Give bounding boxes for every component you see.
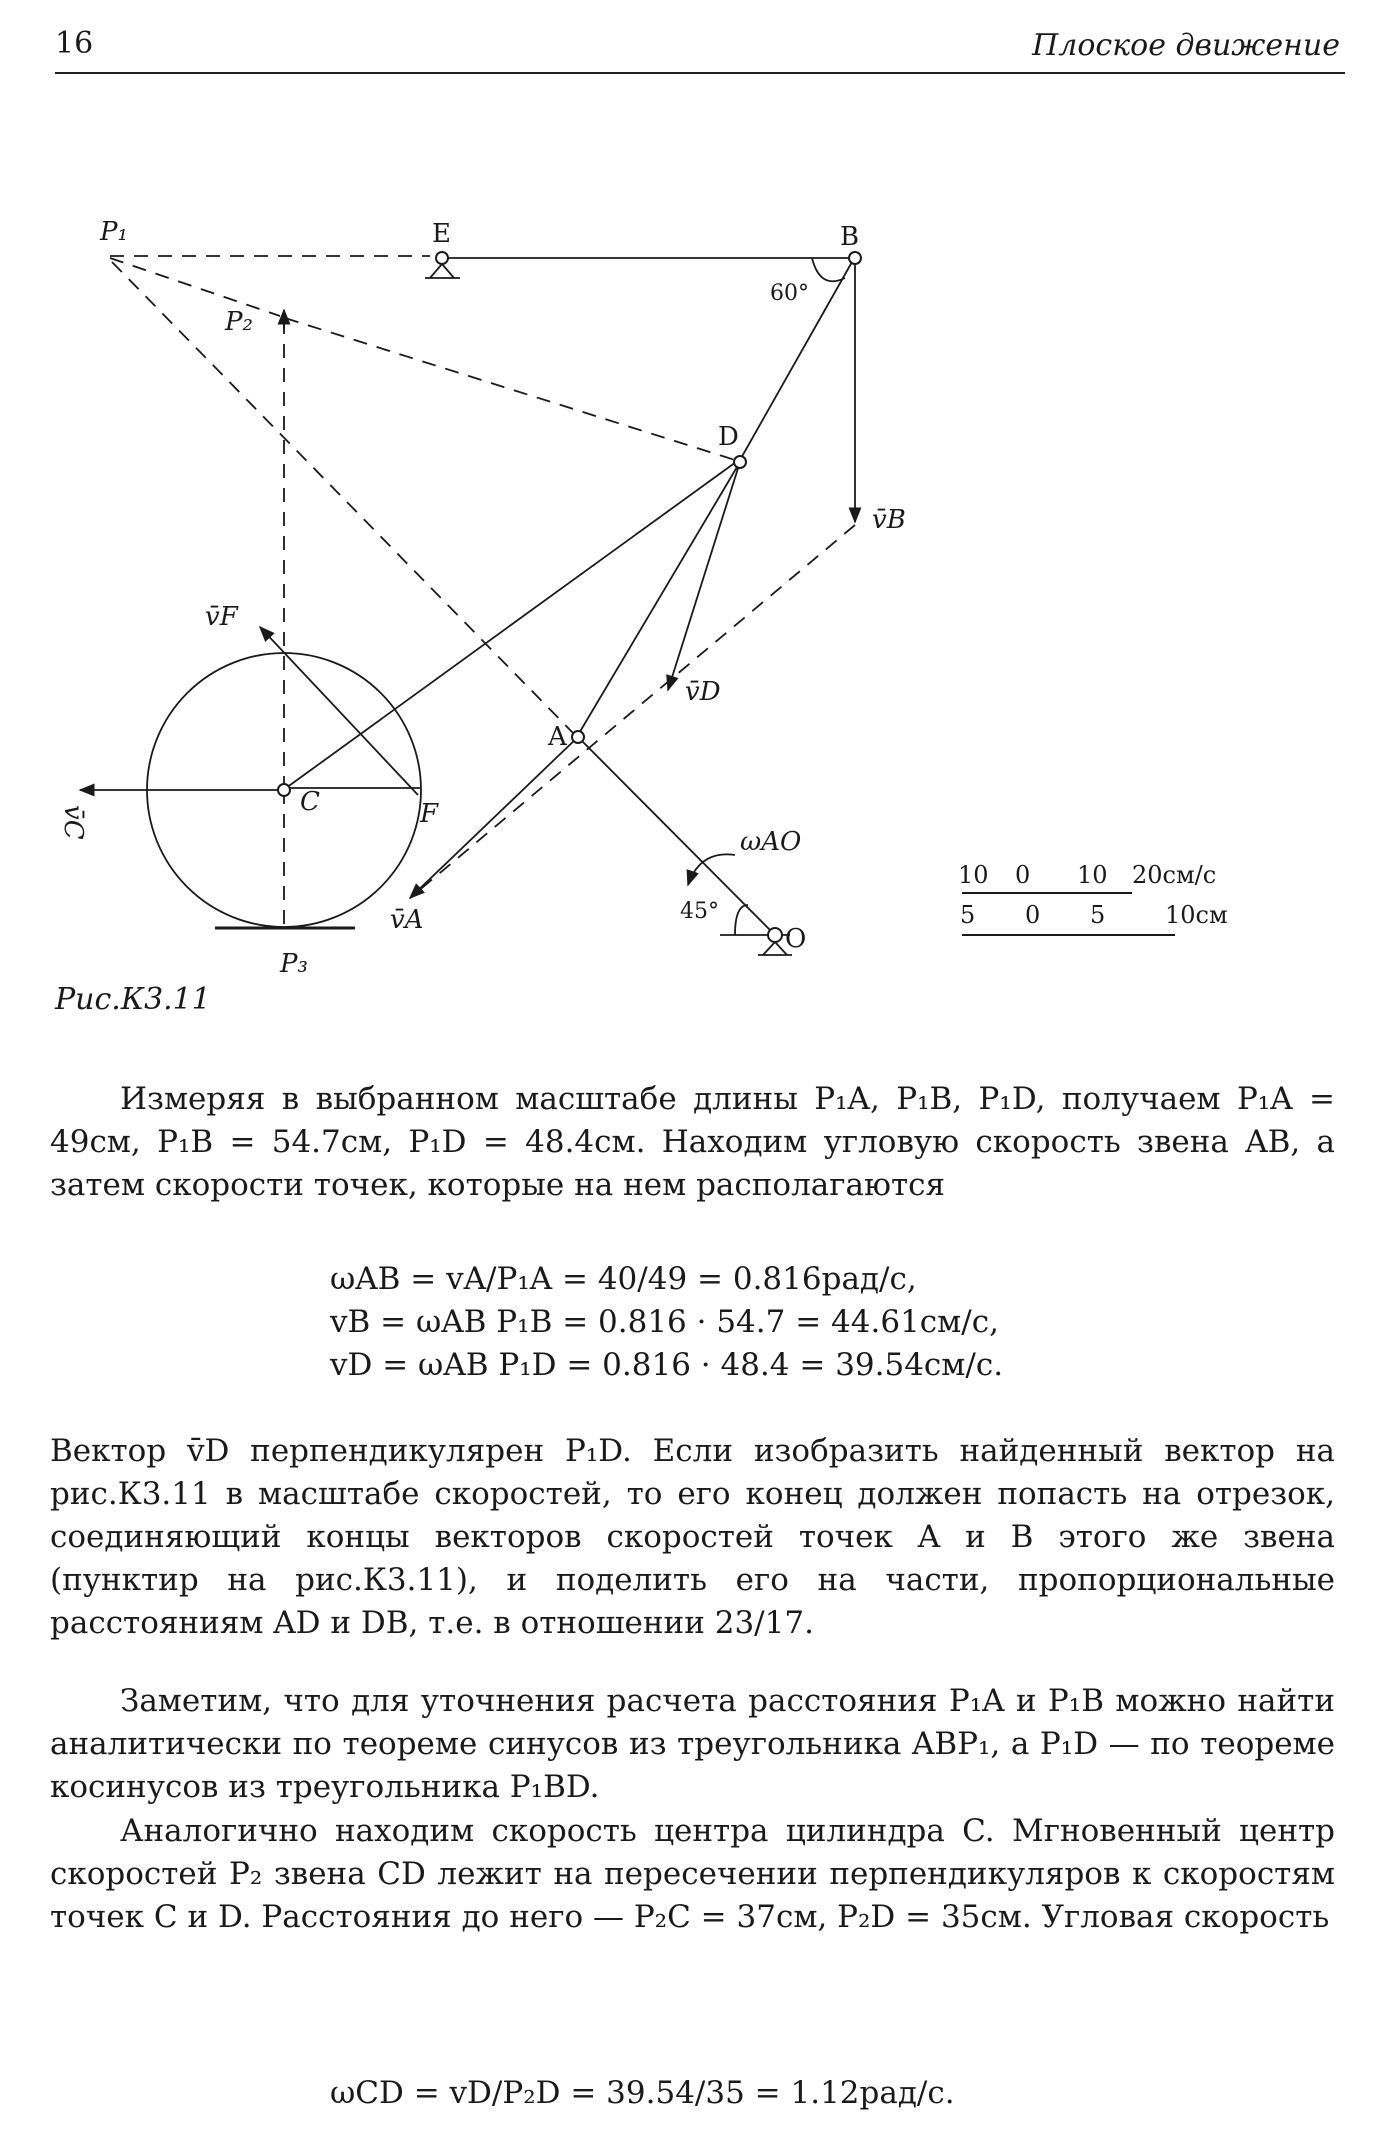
svg-text:0: 0 xyxy=(1025,901,1041,929)
svg-text:5: 5 xyxy=(960,901,976,929)
dash-p2-d xyxy=(285,318,735,460)
label-a: A xyxy=(548,722,567,752)
label-vc: v̄C xyxy=(58,805,88,840)
label-p1: P₁ xyxy=(100,217,128,247)
page-header xyxy=(55,22,1345,74)
equation-vd: vD = ωAB P₁D = 0.816 · 48.4 = 39.54см/с. xyxy=(330,1347,1004,1383)
label-p3: P₃ xyxy=(280,949,308,979)
paragraph-2: Вектор v̄D перпендикулярен P₁D. Если изобразить найденный вектор на рис.К3.11 в масштабе скоростей, то его конец должен попасть на отрезок, соединяющий концы векторов скоростей точек A и B этого же звена (пунктир на рис.К3.11), и поделить его на части, пропорциональные расстояниям AD и DB, т.е. в отношении 23/17. xyxy=(50,1433,1335,1641)
joint-d xyxy=(734,456,746,468)
svg-text:10см: 10см xyxy=(1165,901,1228,929)
joint-e xyxy=(436,252,448,264)
joint-c xyxy=(278,784,290,796)
joint-a xyxy=(572,731,584,743)
velocity-scale xyxy=(958,861,1216,893)
label-e: E xyxy=(432,219,451,249)
vector-vd xyxy=(668,462,740,690)
label-d: D xyxy=(718,422,739,452)
length-scale xyxy=(960,901,1228,935)
label-o: O xyxy=(785,924,807,954)
paragraph-1: Измеряя в выбранном масштабе длины P₁A, P₁B, P₁D, получаем P₁A = 49см, P₁B = 54.7см, P₁D = 48.4см. Находим угловую скорость звена AB, а затем скорости точек, которые на нем располагаются xyxy=(50,1081,1335,1203)
page-number: 16 xyxy=(55,26,94,61)
dash-p1-a xyxy=(112,262,575,735)
label-angle45: 45° xyxy=(680,899,719,924)
label-omega-ao: ωAO xyxy=(740,827,802,857)
svg-text:10: 10 xyxy=(1077,861,1108,889)
paragraph-3: Заметим, что для уточнения расчета расстояния P₁A и P₁B можно найти аналитически по теореме синусов из треугольника ABP₁, а P₁D — по теореме косинусов из треугольника P₁BD. xyxy=(50,1683,1335,1805)
running-title: Плоское движение xyxy=(1032,28,1340,63)
equation-vb: vB = ωAB P₁B = 0.816 · 54.7 = 44.61см/с, xyxy=(330,1304,999,1340)
label-angle60: 60° xyxy=(770,281,809,306)
figure-caption: Рис.К3.11 xyxy=(55,982,211,1017)
label-c: C xyxy=(300,787,320,817)
svg-text:10: 10 xyxy=(958,861,989,889)
joint-b xyxy=(849,252,861,264)
label-va: v̄A xyxy=(390,905,424,935)
equation-omega-ab: ωAB = vA/P₁A = 40/49 = 0.816рад/с, xyxy=(330,1261,917,1297)
label-vf: v̄F xyxy=(205,602,238,632)
svg-text:0: 0 xyxy=(1015,861,1031,889)
equation-omega-cd: ωCD = vD/P₂D = 39.54/35 = 1.12рад/с. xyxy=(330,2075,955,2111)
angle-45-arc xyxy=(735,905,748,935)
angle-60-arc xyxy=(812,258,845,281)
label-f: F xyxy=(420,799,439,829)
omega-ao-arc xyxy=(688,854,735,885)
label-b: B xyxy=(840,222,860,252)
label-p2: P₂ xyxy=(225,307,253,337)
mechanism-figure xyxy=(0,180,1381,980)
link-dc xyxy=(286,462,736,788)
joint-o xyxy=(768,928,782,942)
label-vd: v̄D xyxy=(685,677,721,707)
svg-text:5: 5 xyxy=(1090,901,1106,929)
label-vb: v̄B xyxy=(872,505,906,535)
paragraph-4: Аналогично находим скорость центра цилиндра C. Мгновенный центр скоростей P₂ звена CD лежит на пересечении перпендикуляров к скоростям точек C и D. Расстояния до него — P₂C = 37см, P₂D = 35см. Угловая скорость xyxy=(50,1813,1335,1935)
svg-text:20см/с: 20см/с xyxy=(1132,861,1217,889)
